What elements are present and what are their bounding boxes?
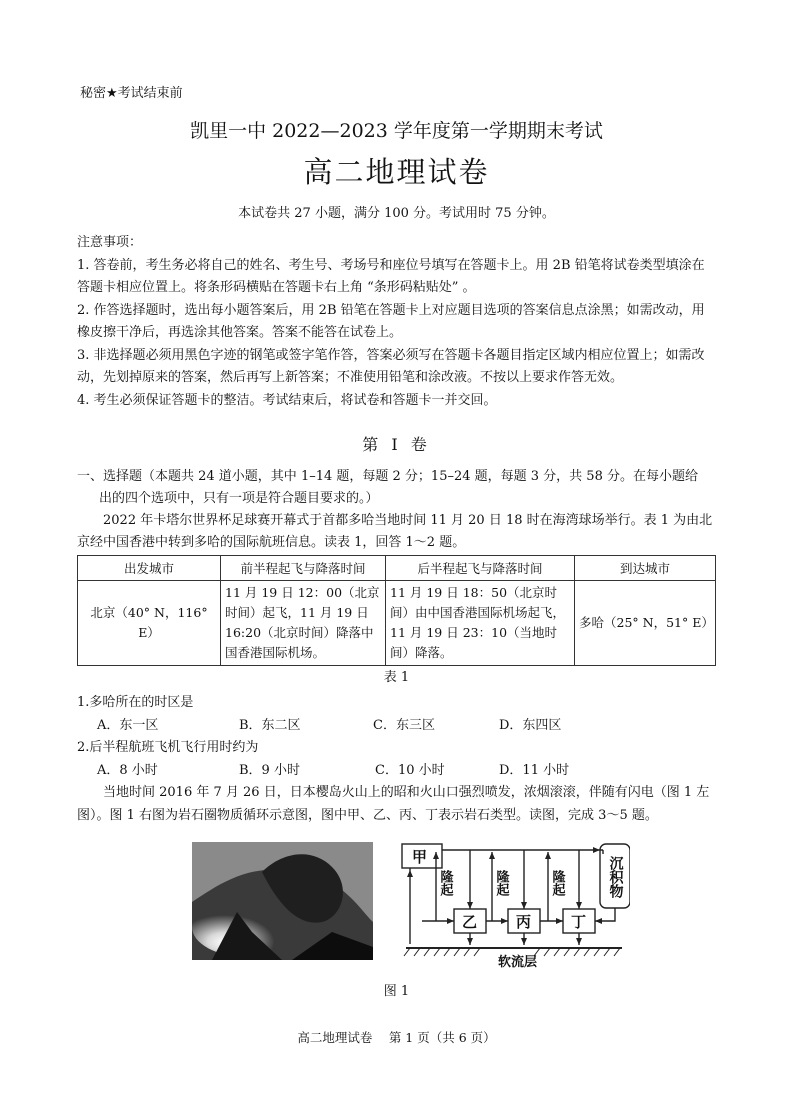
table-row bbox=[78, 581, 716, 666]
secret-mark: 秘密★考试结束前 bbox=[80, 86, 183, 101]
volcano-eruption-image bbox=[192, 842, 373, 960]
option: D．11 小时 bbox=[499, 762, 570, 778]
table-caption: 表 1 bbox=[383, 670, 410, 685]
option: B．东二区 bbox=[239, 717, 301, 733]
label-ding: 丁 bbox=[571, 915, 587, 931]
question-block bbox=[77, 692, 717, 827]
option: C．10 小时 bbox=[375, 762, 445, 778]
page-title: 高二地理试卷 bbox=[303, 155, 490, 189]
label-uplift-2: 隆起 bbox=[494, 870, 510, 896]
question-stem: 1.多哈所在的时区是 bbox=[77, 695, 194, 710]
note-item: 2. 作答选择题时，选出每小题答案后，用 2B 铅笔在答题卡上对应题目选项的答案信息点涂黑；如需改动，用橡皮擦干净后，再选涂其他答案。答案不能答在试卷上。 bbox=[77, 302, 705, 340]
table-cell: 多哈（25° N，51° E） bbox=[575, 581, 716, 666]
option: C．东三区 bbox=[373, 717, 435, 733]
label-sediment: 沉积物 bbox=[607, 856, 623, 898]
option: A．8 小时 bbox=[97, 762, 158, 778]
exam-school-line: 凯里一中 2022—2023 学年度第一学期期末考试 bbox=[190, 120, 603, 142]
rock-cycle-diagram bbox=[398, 840, 630, 970]
notes-section bbox=[77, 232, 717, 412]
section-intro-line-1: 一、选择题（本题共 24 道小题，其中 1–14 题，每题 2 分；15–24 题，每题 3 分，共 58 分。在每小题给 bbox=[77, 469, 698, 484]
table-header-cell: 后半程起飞与降落时间 bbox=[386, 556, 575, 581]
table-header-cell: 到达城市 bbox=[575, 556, 716, 581]
question-stem: 2.后半程航班飞机飞行用时约为 bbox=[77, 740, 259, 755]
passage-2: 当地时间 2016 年 7 月 26 日，日本樱岛火山上的昭和火山口强烈喷发，浓烟滚滚，伴随有闪电（图 1 左图）。图 1 右图为岩石圈物质循环示意图，图中甲、乙、丙、丁表示岩石类型。读图，完成 3～5 题。 bbox=[77, 785, 710, 823]
table-cell: 11 月 19 日 12：00（北京时间）起飞，11 月 19 日 16:20（北京时间）降落中国香港国际机场。 bbox=[221, 581, 386, 666]
label-uplift-1: 隆起 bbox=[438, 870, 454, 896]
table-header-row bbox=[78, 556, 716, 581]
question-options bbox=[77, 715, 717, 738]
label-asthenosphere: 软流层 bbox=[498, 954, 538, 969]
label-jia: 甲 bbox=[412, 850, 428, 866]
passage-1: 2022 年卡塔尔世界杯足球赛开幕式于首都多哈当地时间 11 月 20 日 18 时在海湾球场举行。表 1 为由北京经中国香港中转到多哈的国际航班信息。读表 1，回答 1～2 题。 bbox=[77, 513, 713, 550]
page-footer: 高二地理试卷 第 1 页（共 6 页） bbox=[297, 1030, 496, 1045]
question-options bbox=[77, 760, 717, 783]
section-intro-line-2: 出的四个选项中，只有一项是符合题目要求的。） bbox=[99, 491, 379, 506]
note-item: 4. 考生必须保证答题卡的整洁。考试结束后，将试卷和答题卡一并交回。 bbox=[77, 392, 497, 408]
option: B．9 小时 bbox=[239, 762, 300, 778]
table-header-cell: 出发城市 bbox=[78, 556, 221, 581]
section-intro bbox=[77, 466, 717, 554]
notes-heading: 注意事项： bbox=[77, 235, 143, 250]
figure-caption: 图 1 bbox=[383, 984, 410, 999]
volume-heading: 第 Ⅰ 卷 bbox=[362, 435, 431, 454]
volcano-photo bbox=[192, 842, 373, 960]
label-yi: 乙 bbox=[462, 915, 478, 931]
option: A．东一区 bbox=[97, 717, 159, 733]
table-cell: 北京（40° N，116° E） bbox=[78, 581, 221, 666]
exam-info: 本试卷共 27 小题，满分 100 分。考试用时 75 分钟。 bbox=[238, 206, 555, 221]
flight-table bbox=[77, 555, 716, 666]
note-item: 1. 答卷前，考生务必将自己的姓名、考生号、考场号和座位号填写在答题卡上。用 2B 铅笔将试卷类型填涂在答题卡相应位置上。将条形码横贴在答题卡右上角 “条形码粘贴处” 。 bbox=[77, 257, 705, 295]
note-item: 3. 非选择题必须用黑色字迹的钢笔或签字笔作答，答案必须写在答题卡各题目指定区域内相应位置上；如需改动，先划掉原来的答案，然后再写上新答案；不准使用铅笔和涂改液。不按以上要求作答无效。 bbox=[77, 347, 705, 385]
label-bing: 丙 bbox=[516, 915, 532, 931]
option: D．东四区 bbox=[499, 717, 562, 733]
table-header-cell: 前半程起飞与降落时间 bbox=[221, 556, 386, 581]
table-cell: 11 月 19 日 18：50（北京时间）由中国香港国际机场起飞，11 月 19 日 23：10（当地时间）降落。 bbox=[386, 581, 575, 666]
label-uplift-3: 隆起 bbox=[550, 870, 566, 896]
